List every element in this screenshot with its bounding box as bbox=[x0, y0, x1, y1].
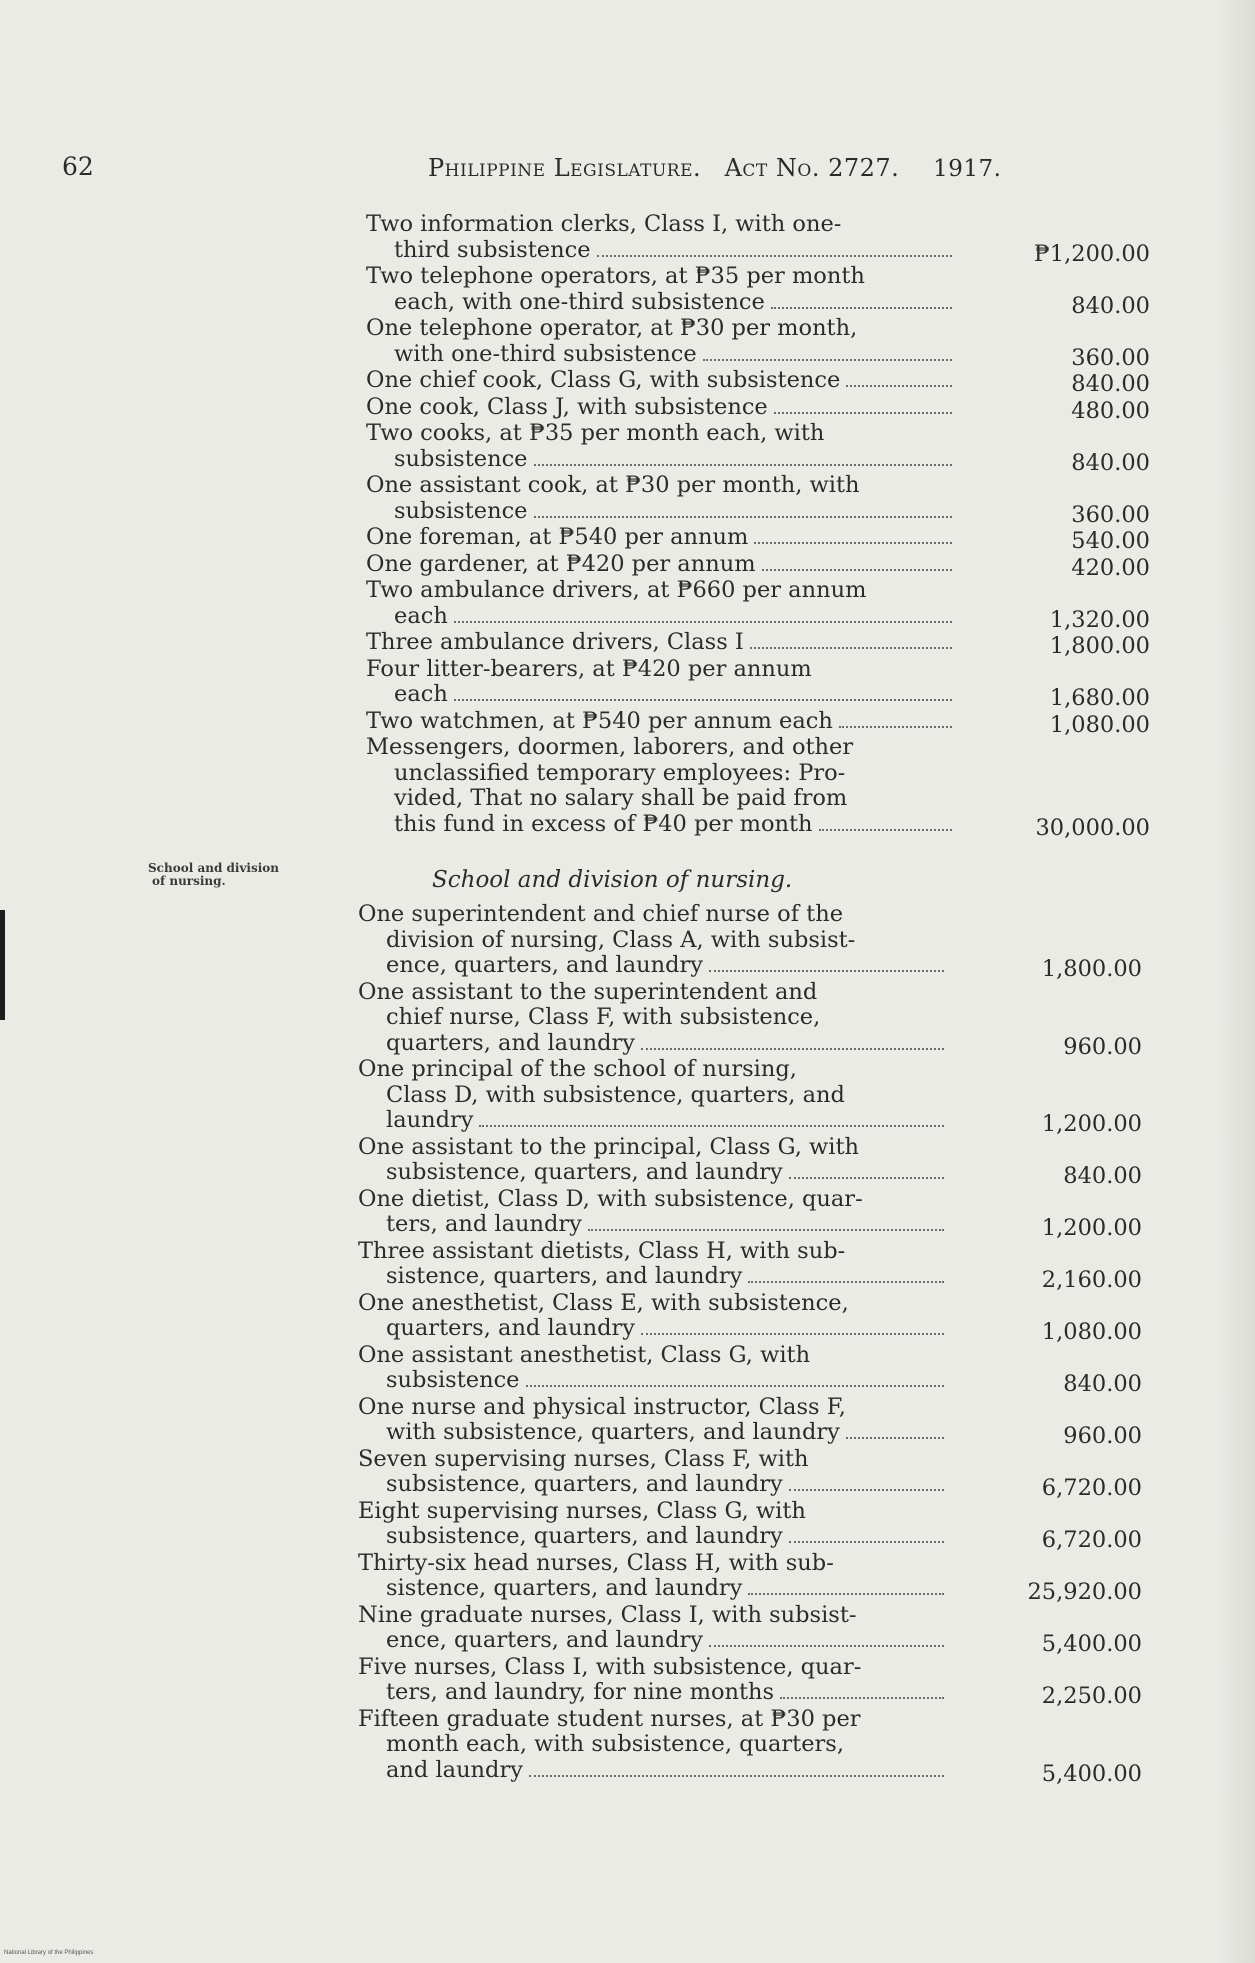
leader-dots bbox=[534, 516, 953, 518]
item-description-line: Two telephone operators, at ₱35 per month bbox=[366, 263, 865, 289]
item-amount: 6,720.00 bbox=[1041, 1475, 1142, 1501]
item-description-line: ence, quarters, and laundry bbox=[358, 953, 946, 979]
item-description bbox=[366, 316, 954, 367]
item-amount: ₱1,200.00 bbox=[1033, 240, 1150, 267]
item-description-line: laundry bbox=[358, 1108, 946, 1134]
item-description-line: quarters, and laundry bbox=[358, 1031, 946, 1057]
leader-dots bbox=[709, 1645, 944, 1647]
item-description-line: Messengers, doormen, laborers, and other bbox=[366, 734, 854, 760]
item-description-line: each bbox=[366, 604, 954, 630]
item-amount: 840.00 bbox=[1063, 1163, 1142, 1189]
item-amount: 1,800.00 bbox=[1041, 956, 1142, 982]
item-description bbox=[366, 264, 954, 315]
item-description-line: Two cooks, at ₱35 per month each, with bbox=[366, 420, 825, 446]
page-edge-shade bbox=[1215, 0, 1255, 1963]
item-description-line: One dietist, Class D, with subsistence, quar- bbox=[358, 1185, 863, 1212]
item-description-line: Two information clerks, Class I, with one- bbox=[366, 211, 842, 237]
act-number: Act No. 2727. bbox=[724, 154, 900, 182]
leader-dots bbox=[748, 1593, 944, 1595]
item-description-line: division of nursing, Class A, with subsist- bbox=[386, 926, 856, 953]
item-description-line: One nurse and physical instructor, Class F, bbox=[358, 1393, 846, 1420]
item-description-line: subsistence bbox=[366, 499, 954, 525]
item-description-line: third subsistence bbox=[366, 238, 954, 264]
item-description-line: One telephone operator, at ₱30 per month, bbox=[366, 315, 858, 341]
leader-dots bbox=[771, 307, 952, 309]
leader-dots bbox=[534, 464, 953, 466]
leader-dots bbox=[703, 359, 952, 361]
item-amount: 840.00 bbox=[1063, 1371, 1142, 1397]
item-description bbox=[358, 1603, 946, 1654]
item-description-line: chief nurse, Class F, with subsistence, bbox=[386, 1004, 821, 1030]
item-description-line: ters, and laundry bbox=[358, 1212, 946, 1238]
leader-dots bbox=[762, 569, 952, 571]
item-description-line: with one-third subsistence bbox=[366, 342, 954, 368]
item-description-line: subsistence, quarters, and laundry bbox=[358, 1160, 946, 1186]
item-amount: 1,320.00 bbox=[1049, 606, 1150, 633]
leader-dots bbox=[846, 1437, 944, 1439]
item-amount: 540.00 bbox=[1071, 528, 1150, 554]
leader-dots bbox=[454, 699, 952, 701]
item-description bbox=[358, 902, 946, 979]
item-amount: 1,080.00 bbox=[1041, 1319, 1142, 1345]
leader-dots bbox=[748, 1281, 944, 1283]
item-description bbox=[366, 552, 954, 578]
item-description bbox=[358, 1187, 946, 1238]
item-amount: 1,080.00 bbox=[1049, 711, 1150, 738]
item-description bbox=[366, 578, 954, 629]
item-description-line: vided, That no salary shall be paid from bbox=[394, 785, 848, 811]
item-description-line: subsistence bbox=[366, 447, 954, 473]
leader-dots bbox=[839, 726, 952, 728]
item-amount: 25,920.00 bbox=[1027, 1579, 1142, 1605]
leader-dots bbox=[789, 1541, 944, 1543]
item-amount: 1,200.00 bbox=[1041, 1111, 1142, 1137]
item-description-line: unclassified temporary employees: Pro- bbox=[394, 759, 846, 786]
library-footer: National Library of the Philippines bbox=[4, 1950, 94, 1956]
item-description-line: this fund in excess of ₱40 per month bbox=[366, 812, 954, 838]
item-description bbox=[358, 1655, 946, 1706]
item-description bbox=[358, 1499, 946, 1550]
item-description-line: One cook, Class J, with subsistence bbox=[366, 395, 954, 421]
item-description-line: Two ambulance drivers, at ₱660 per annum bbox=[366, 577, 867, 603]
item-description bbox=[358, 1057, 946, 1134]
item-description-line: One anesthetist, Class E, with subsistence, bbox=[358, 1289, 849, 1316]
item-description-line: Five nurses, Class I, with subsistence, quar- bbox=[358, 1653, 862, 1680]
item-amount: 360.00 bbox=[1071, 344, 1150, 371]
margin-note-line: School and division bbox=[148, 861, 280, 875]
item-description-line: with subsistence, quarters, and laundry bbox=[358, 1420, 946, 1446]
item-amount: 960.00 bbox=[1063, 1033, 1142, 1060]
year: 1917. bbox=[933, 156, 1002, 182]
leader-dots bbox=[597, 255, 952, 257]
leader-dots bbox=[774, 412, 952, 414]
item-description-line: quarters, and laundry bbox=[358, 1316, 946, 1342]
item-description-line: One principal of the school of nursing, bbox=[358, 1056, 797, 1082]
item-description-line: and laundry bbox=[358, 1758, 946, 1784]
item-description-line: subsistence, quarters, and laundry bbox=[358, 1524, 946, 1550]
page-edge-shadow bbox=[0, 910, 5, 1020]
item-description-line: each bbox=[366, 682, 954, 708]
leader-dots bbox=[789, 1489, 944, 1491]
item-description-line: each, with one-third subsistence bbox=[366, 290, 954, 316]
item-description bbox=[358, 1395, 946, 1446]
item-description bbox=[366, 657, 954, 708]
item-description-line: One gardener, at ₱420 per annum bbox=[366, 552, 954, 578]
item-description bbox=[358, 1239, 946, 1290]
leader-dots bbox=[479, 1125, 944, 1127]
item-description bbox=[366, 473, 954, 524]
item-description-line: Two watchmen, at ₱540 per annum each bbox=[366, 709, 954, 735]
item-description-line: Class D, with subsistence, quarters, and bbox=[386, 1081, 845, 1108]
item-description-line: One foreman, at ₱540 per annum bbox=[366, 525, 954, 551]
item-description bbox=[358, 1343, 946, 1394]
legislature-title: Philippine Legislature. bbox=[428, 154, 702, 182]
item-amount: 960.00 bbox=[1063, 1423, 1142, 1449]
item-description bbox=[366, 421, 954, 472]
leader-dots bbox=[641, 1333, 944, 1335]
leader-dots bbox=[789, 1177, 944, 1179]
item-description bbox=[366, 525, 954, 551]
leader-dots bbox=[588, 1229, 944, 1231]
item-amount: 2,250.00 bbox=[1041, 1683, 1142, 1709]
item-description bbox=[366, 395, 954, 421]
item-description-line: One assistant to the superintendent and bbox=[358, 978, 818, 1005]
leader-dots bbox=[454, 621, 952, 623]
item-amount: 5,400.00 bbox=[1041, 1760, 1142, 1787]
item-description bbox=[358, 1447, 946, 1498]
item-description-line: Eight supervising nurses, Class G, with bbox=[358, 1497, 806, 1524]
item-description-line: Four litter-bearers, at ₱420 per annum bbox=[366, 655, 812, 682]
item-description-line: Three ambulance drivers, Class I bbox=[366, 630, 954, 656]
leader-dots bbox=[641, 1048, 944, 1050]
item-amount: 840.00 bbox=[1071, 449, 1150, 476]
item-description-line: sistence, quarters, and laundry bbox=[358, 1264, 946, 1290]
item-amount: 840.00 bbox=[1071, 371, 1150, 397]
item-amount: 2,160.00 bbox=[1041, 1267, 1142, 1293]
item-description-line: subsistence bbox=[358, 1368, 946, 1394]
item-amount: 360.00 bbox=[1071, 501, 1150, 528]
item-amount: 6,720.00 bbox=[1041, 1527, 1142, 1553]
item-description-line: One chief cook, Class G, with subsistence bbox=[366, 368, 954, 394]
item-description bbox=[366, 368, 954, 394]
leader-dots bbox=[529, 1775, 944, 1777]
leader-dots bbox=[780, 1697, 944, 1699]
item-description-line: ence, quarters, and laundry bbox=[358, 1628, 946, 1654]
item-amount: 1,680.00 bbox=[1049, 685, 1150, 711]
item-description bbox=[366, 630, 954, 656]
margin-note bbox=[148, 862, 368, 888]
item-amount: 840.00 bbox=[1071, 292, 1150, 319]
item-description bbox=[358, 1551, 946, 1602]
margin-note-line: of nursing. bbox=[152, 874, 226, 888]
leader-dots bbox=[819, 829, 952, 831]
item-amount: 1,800.00 bbox=[1049, 633, 1150, 659]
item-description-line: Seven supervising nurses, Class F, with bbox=[358, 1445, 809, 1472]
section-subheading: School and division of nursing. bbox=[432, 867, 793, 893]
item-description-line: Nine graduate nurses, Class I, with subsist- bbox=[358, 1601, 857, 1628]
item-amount: 5,400.00 bbox=[1041, 1631, 1142, 1657]
item-amount: 1,200.00 bbox=[1041, 1215, 1142, 1241]
item-description-line: One assistant anesthetist, Class G, with bbox=[358, 1341, 811, 1368]
leader-dots bbox=[846, 385, 952, 387]
leader-dots bbox=[750, 647, 952, 649]
leader-dots bbox=[754, 542, 952, 544]
item-description bbox=[358, 1291, 946, 1342]
item-description bbox=[366, 709, 954, 735]
item-description-line: ters, and laundry, for nine months bbox=[358, 1680, 946, 1706]
item-description bbox=[358, 980, 946, 1057]
item-description-line: One assistant cook, at ₱30 per month, with bbox=[366, 472, 860, 498]
item-amount: 30,000.00 bbox=[1035, 814, 1150, 841]
item-amount: 480.00 bbox=[1071, 397, 1150, 424]
running-head bbox=[428, 154, 1001, 182]
item-description-line: One superintendent and chief nurse of the bbox=[358, 901, 844, 927]
item-description bbox=[366, 735, 954, 837]
leader-dots bbox=[526, 1385, 945, 1387]
item-description-line: month each, with subsistence, quarters, bbox=[386, 1731, 844, 1757]
item-amount: 420.00 bbox=[1071, 554, 1150, 581]
item-description bbox=[358, 1707, 946, 1784]
page-number: 62 bbox=[62, 152, 94, 181]
leader-dots bbox=[709, 970, 944, 972]
item-description bbox=[366, 212, 954, 263]
item-description-line: subsistence, quarters, and laundry bbox=[358, 1472, 946, 1498]
item-description-line: sistence, quarters, and laundry bbox=[358, 1576, 946, 1602]
item-description-line: Thirty-six head nurses, Class H, with sub- bbox=[358, 1549, 834, 1576]
item-description-line: Fifteen graduate student nurses, at ₱30 per bbox=[358, 1705, 861, 1732]
item-description bbox=[358, 1135, 946, 1186]
item-description-line: Three assistant dietists, Class H, with sub- bbox=[358, 1237, 846, 1264]
item-description-line: One assistant to the principal, Class G, with bbox=[358, 1133, 860, 1160]
